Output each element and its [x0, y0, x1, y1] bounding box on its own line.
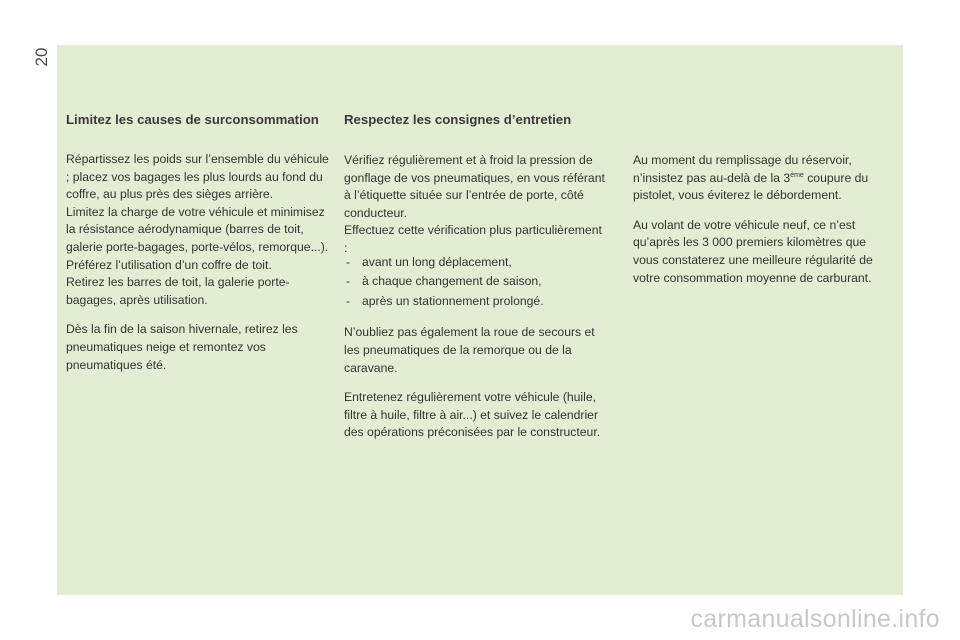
heading-fuel-consumption: Limitez les causes de surconsommation: [66, 112, 319, 127]
superscript-eme: ème: [790, 171, 804, 179]
list-item: - avant un long déplacement,: [344, 254, 606, 272]
check-list: [344, 254, 606, 311]
paragraph-service: Entretenez régulièrement votre véhicule (huile, filtre à huile, filtre à air...) et suivez le calendrier des opérations préconisées par le constructeur.: [344, 390, 601, 440]
list-item: - après un stationnement prolongé.: [344, 293, 606, 311]
content-panel: [57, 45, 903, 595]
column-refuel: [633, 152, 895, 287]
heading-maintenance: Respectez les consignes d’entretien: [344, 112, 572, 127]
paragraph-load: Limitez la charge de votre véhicule et minimisez la résistance aérodynamique (barres de toit, galerie porte-bagages, porte-vélos, remorque...). Préférez l’utilisation d’un coffre de toit.: [66, 204, 329, 272]
column-fuel-consumption: [66, 113, 331, 374]
paragraph-refuel: Au moment du remplissage du réservoir, n’insistez pas au-delà de la 3ème coupure du pistolet, vous éviterez le débordement.: [633, 153, 869, 203]
paragraph-new-vehicle: Au volant de votre véhicule neuf, ce n’est qu’après les 3 000 premiers kilomètres que vous constaterez une meilleure régularité de votre consommation moyenne de carburant.: [633, 217, 873, 285]
list-item: - à chaque changement de saison,: [344, 273, 606, 291]
paragraph-spare-wheel: N’oubliez pas également la roue de secours et les pneumatiques de la remorque ou de la caravane.: [344, 325, 595, 375]
paragraph-check: Effectuez cette vérification plus particulièrement :: [344, 223, 602, 255]
page-number: 20: [32, 47, 51, 67]
paragraph-winter-tyres: Dès la fin de la saison hivernale, retirez les pneumatiques neige et remontez vos pneumatiques été.: [66, 322, 298, 372]
watermark: carmanualsonline.info: [690, 605, 940, 633]
paragraph-tyre-pressure: Vérifiez régulièrement et à froid la pression de gonflage de vos pneumatiques, en vous référant à l’étiquette située sur l’entrée de porte, côté conducteur.: [344, 153, 605, 220]
column-maintenance: [344, 113, 606, 442]
paragraph-weight: Répartissez les poids sur l’ensemble du véhicule ; placez vos bagages les plus lourds au fond du coffre, au plus près des sièges arrière.: [66, 152, 329, 202]
paragraph-roof-bars: Retirez les barres de toit, la galerie porte-bagages, après utilisation.: [66, 275, 290, 307]
